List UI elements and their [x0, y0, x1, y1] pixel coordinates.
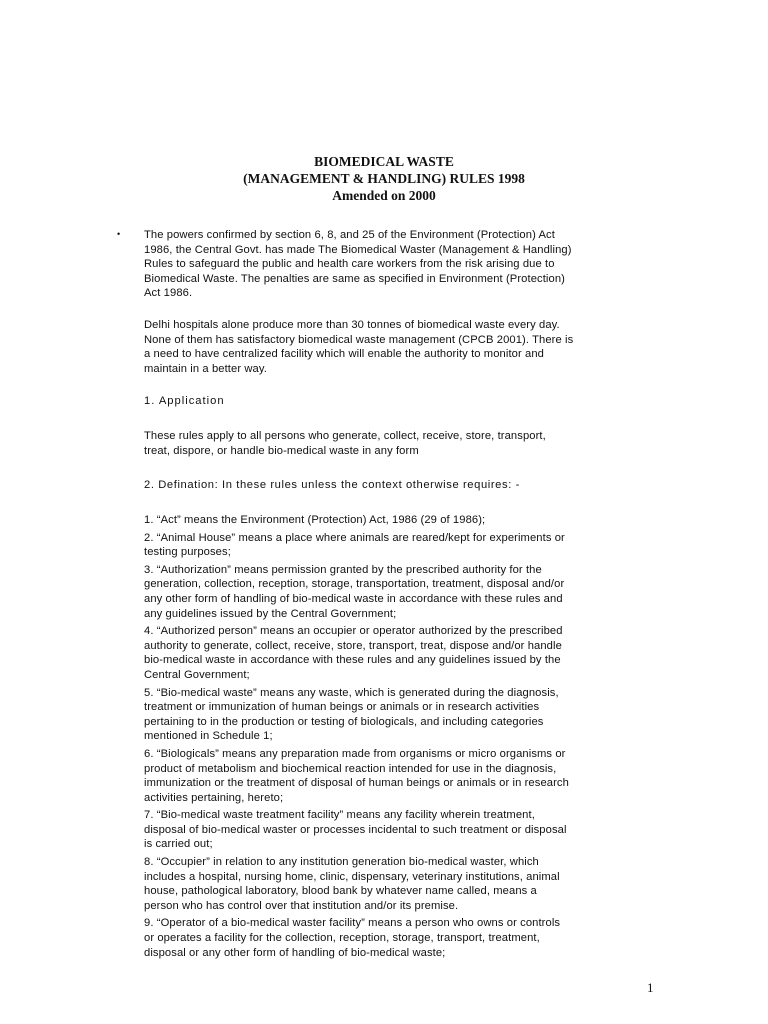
- definition-line: bio-medical waste in accordance with these rules and any guidelines issued by the: [144, 654, 561, 667]
- definition-line: Central Government;: [144, 668, 250, 681]
- definition-line: 4. “Authorized person” means an occupier or operator authorized by the prescribed: [144, 625, 563, 638]
- application-heading: 1. Application: [144, 395, 225, 407]
- definition-line: is carried out;: [144, 838, 213, 851]
- definition-line: 8. “Occupier” in relation to any institution generation bio-medical waster, which: [144, 856, 539, 869]
- bullet-marker: •: [117, 229, 121, 239]
- definition-item: [144, 563, 644, 621]
- application-paragraph: [144, 429, 644, 458]
- definition-line: authority to generate, collect, receive, store, transport, treat, dispose and/or handle: [144, 639, 562, 652]
- title-line-3: Amended on 2000: [332, 188, 436, 203]
- definition-line: any other form of handling of bio-medical waste in accordance with these rules and: [144, 592, 563, 605]
- definition-line: disposal or any other form of handling of bio-medical waste;: [144, 946, 446, 959]
- definition-item: [144, 855, 644, 913]
- paragraph-line: treat, dispore, or handle bio-medical waste in any form: [144, 444, 419, 457]
- definition-line: 1. “Act” means the Environment (Protection) Act, 1986 (29 of 1986);: [144, 514, 486, 526]
- definition-line: or operates a facility for the collection, reception, storage, transport, treatment,: [144, 932, 540, 945]
- intro-paragraph: [144, 228, 644, 301]
- definition-line: house, pathological laboratory, blood bank by whatever name called, means a: [144, 885, 537, 898]
- definition-item: [144, 747, 644, 805]
- paragraph-line: Act 1986.: [144, 287, 193, 300]
- paragraph-line: None of them has satisfactory biomedical waste management (CPCB 2001). There is: [144, 333, 574, 346]
- definition-line: any guidelines issued by the Central Government;: [144, 607, 397, 620]
- definition-line: 2. “Animal House” means a place where animals are reared/kept for experiments or: [144, 531, 565, 544]
- definition-line: 6. “Biologicals” means any preparation made from organisms or micro organisms or: [144, 747, 566, 760]
- definition-line: 9. “Operator of a bio-medical waster facility” means a person who owns or controls: [144, 917, 561, 930]
- document-title: [0, 153, 768, 204]
- definition-item: [144, 513, 644, 528]
- title-line-1: BIOMEDICAL WASTE: [314, 154, 454, 169]
- definition-line: activities pertaining, hereto;: [144, 791, 284, 804]
- definition-line: immunization or the treatment of disposal of human beings or animals or in research: [144, 777, 569, 790]
- definition-line: person who has control over that institution and/or its premise.: [144, 899, 459, 912]
- definition-item: [144, 686, 644, 744]
- definition-line: generation, collection, reception, storage, transportation, treatment, disposal and/or: [144, 578, 565, 591]
- paragraph-line: 1986, the Central Govt. has made The Biomedical Waster (Management & Handling): [144, 243, 572, 256]
- paragraph-line: These rules apply to all persons who generate, collect, receive, store, transport,: [144, 430, 546, 442]
- definition-line: pertaining to in the production or testing of biologicals, and including categories: [144, 715, 544, 728]
- paragraph-line: The powers confirmed by section 6, 8, and 25 of the Environment (Protection) Act: [144, 229, 555, 241]
- page-number: 1: [647, 980, 654, 995]
- definition-line: 3. “Authorization” means permission granted by the prescribed authority for the: [144, 563, 542, 576]
- definition-line: mentioned in Schedule 1;: [144, 730, 273, 743]
- paragraph-line: a need to have centralized facility which will enable the authority to monitor and: [144, 348, 544, 361]
- paragraph-line: maintain in a better way.: [144, 362, 267, 375]
- definitions-list: [144, 513, 644, 963]
- definition-line: product of metabolism and biochemical reaction intended for use in the diagnosis,: [144, 762, 557, 775]
- definition-item: [144, 916, 644, 960]
- definition-line: includes a hospital, nursing home, clinic, dispensary, veterinary institutions, animal: [144, 870, 560, 883]
- paragraph-line: Biomedical Waste. The penalties are same as specified in Environment (Protection): [144, 272, 565, 285]
- definition-line: 7. “Bio-medical waste treatment facility” means any facility wherein treatment,: [144, 809, 535, 822]
- definition-item: [144, 808, 644, 852]
- definition-heading: 2. Defination: In these rules unless the context otherwise requires: -: [144, 479, 520, 491]
- definition-item: [144, 624, 644, 682]
- definition-line: testing purposes;: [144, 546, 231, 559]
- definition-line: 5. “Bio-medical waste” means any waste, which is generated during the diagnosis,: [144, 686, 559, 699]
- definition-item: [144, 531, 644, 560]
- definition-line: disposal of bio-medical waster or processes incidental to such treatment or disposal: [144, 823, 567, 836]
- definition-line: treatment or immunization of human beings or animals or in research activities: [144, 701, 540, 714]
- title-line-2: (MANAGEMENT & HANDLING) RULES 1998: [243, 171, 525, 186]
- paragraph-line: Delhi hospitals alone produce more than 30 tonnes of biomedical waste every day.: [144, 319, 560, 331]
- paragraph-line: Rules to safeguard the public and health care workers from the risk arising due to: [144, 258, 555, 271]
- delhi-paragraph: [144, 318, 644, 376]
